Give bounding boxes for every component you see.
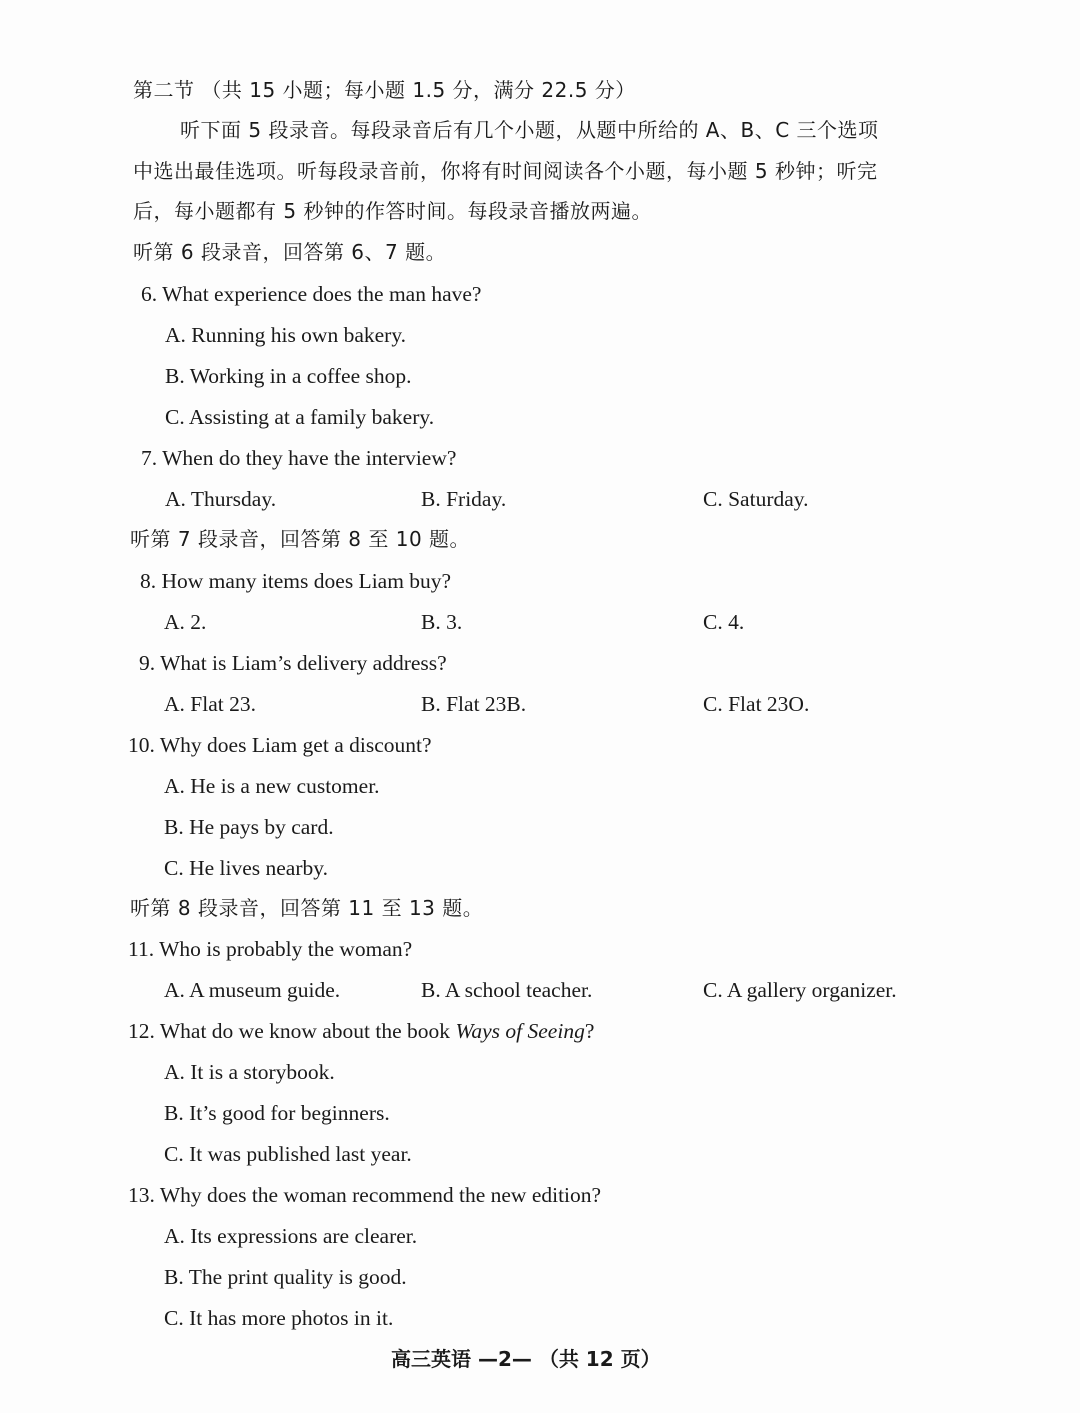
group-label: 听第 8 段录音，回答第 11 至 13 题。 [130, 896, 484, 920]
question-stem: 13. Why does the woman recommend the new edition? [128, 1183, 602, 1207]
option-b: B. Working in a coffee shop. [165, 364, 412, 388]
option-a: A. Running his own bakery. [165, 323, 407, 347]
option-c: C. It has more photos in it. [164, 1306, 394, 1330]
book-title: Ways of Seeing [455, 1019, 585, 1043]
option-a: A. 2. [164, 610, 207, 634]
option-c: C. Saturday. [703, 487, 809, 511]
question-stem [128, 1018, 594, 1044]
group-label: 听第 6 段录音，回答第 6、7 题。 [133, 240, 447, 264]
option-c: C. Flat 23O. [703, 692, 810, 716]
option-a: A. It is a storybook. [164, 1060, 335, 1084]
instruction-line: 中选出最佳选项。听每段录音前，你将有时间阅读各个小题，每小题 5 秒钟；听完 [133, 159, 878, 183]
question-stem: 6. What experience does the man have? [141, 282, 482, 306]
option-a: A. Its expressions are clearer. [164, 1224, 418, 1248]
question-stem-prefix: 12. What do we know about the book [128, 1019, 456, 1043]
option-c: C. He lives nearby. [164, 856, 328, 880]
option-c: C. Assisting at a family bakery. [165, 405, 435, 429]
question-stem: 11. Who is probably the woman? [128, 937, 413, 961]
option-b: B. 3. [421, 610, 463, 634]
group-label: 听第 7 段录音，回答第 8 至 10 题。 [130, 527, 471, 551]
option-a: A. Thursday. [165, 487, 277, 511]
option-a: A. A museum guide. [164, 978, 341, 1002]
option-b: B. A school teacher. [421, 978, 593, 1002]
page-footer: 高三英语 —2— （共 12 页） [391, 1347, 661, 1371]
option-a: A. He is a new customer. [164, 774, 380, 798]
option-b: B. He pays by card. [164, 815, 334, 839]
question-stem: 8. How many items does Liam buy? [140, 569, 452, 593]
option-c: C. 4. [703, 610, 745, 634]
option-b: B. Friday. [421, 487, 507, 511]
option-b: B. Flat 23B. [421, 692, 527, 716]
instruction-line: 听下面 5 段录音。每段录音后有几个小题，从题中所给的 A、B、C 三个选项 [180, 118, 879, 142]
option-b: B. It’s good for beginners. [164, 1101, 390, 1125]
question-stem: 9. What is Liam’s delivery address? [139, 651, 447, 675]
option-b: B. The print quality is good. [164, 1265, 407, 1289]
question-stem: 7. When do they have the interview? [141, 446, 457, 470]
option-c: C. A gallery organizer. [703, 978, 897, 1002]
instruction-line: 后，每小题都有 5 秒钟的作答时间。每段录音播放两遍。 [133, 199, 652, 223]
section-heading: 第二节 （共 15 小题；每小题 1.5 分，满分 22.5 分） [133, 78, 636, 102]
question-stem-suffix: ? [584, 1019, 595, 1043]
question-stem: 10. Why does Liam get a discount? [128, 733, 432, 757]
option-a: A. Flat 23. [164, 692, 256, 716]
option-c: C. It was published last year. [164, 1142, 412, 1166]
